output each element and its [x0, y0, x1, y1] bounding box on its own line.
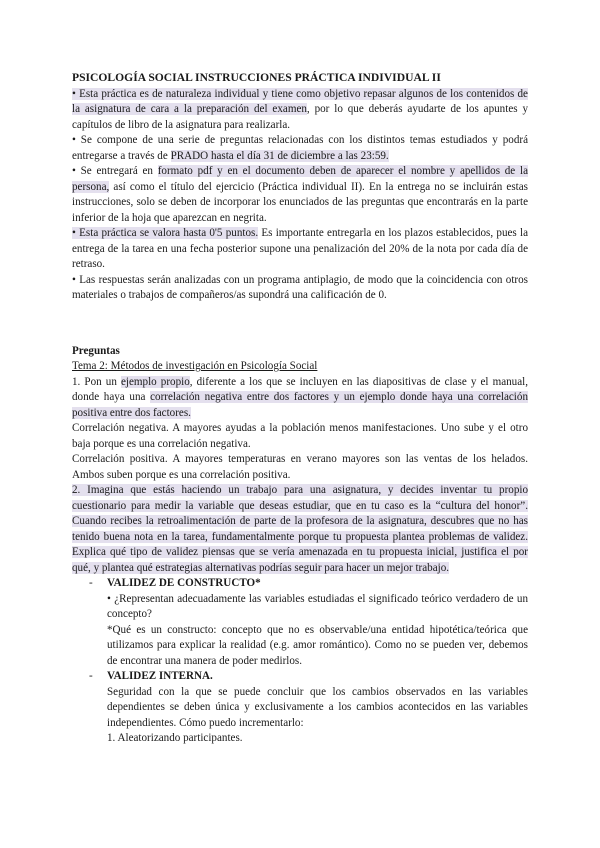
highlight: PRADO hasta el día 31 de diciembre a las 23:59. [170, 149, 389, 162]
instruction-5: • Las respuestas serán analizadas con un programa antiplagio, de modo que la coincidencia con otros materiales o trabajos de compañeros/as supondrá una calificación de 0. [72, 273, 528, 301]
question-1 [72, 375, 528, 422]
dash-bullet: - [89, 577, 93, 589]
text: • Se entregará en [72, 165, 158, 177]
instruction-2 [72, 133, 528, 164]
item-label: VALIDEZ DE CONSTRUCTO* [107, 577, 261, 589]
highlight: formato pdf y en el documento deben de aparecer el nombre y apellidos de la persona, [72, 165, 528, 193]
item-label: VALIDEZ INTERNA. [107, 670, 213, 682]
document-title: PSICOLOGÍA SOCIAL INSTRUCCIONES PRÁCTICA INDIVIDUAL II [72, 71, 441, 84]
instruction-4 [72, 226, 528, 273]
dash-bullet: - [89, 670, 93, 682]
highlight: • Esta práctica se valora hasta 0'5 puntos. [72, 227, 259, 239]
answer-1-positive: Correlación positiva. A mayores temperaturas en verano mayores son las ventas de los helados. Ambos suben porque es una correlación positiva. [72, 453, 528, 481]
instruction-1 [72, 87, 528, 134]
item-line: • ¿Representan adecuadamente las variables estudiadas el significado teórico verdadero de un concepto? [107, 592, 528, 620]
highlight: • Esta práctica es de naturaleza individual y tiene como objetivo repasar algunos de los contenidos de la asignatura de cara a la preparación del examen [72, 87, 528, 115]
text: 1. Pon un [72, 375, 121, 388]
spacer [72, 304, 528, 344]
highlight: ejemplo propio [120, 375, 190, 388]
item-construct-validity [72, 576, 528, 669]
question-2 [72, 483, 528, 576]
item-internal-validity [72, 669, 528, 747]
item-line: *Qué es un constructo: concepto que no es observable/una entidad hipotética/teórica que utilizamos para explicar la realidad (e.g. amor romántico). Como no se pueden ver, debemos de encontrar una manera de poder medirlos. [107, 623, 528, 667]
item-line: Seguridad con la que se puede concluir que los cambios observados en las variables dependientes se deben única y exclusivamente a los cambios acontecidos en las variables independientes. Cómo puedo incrementarlo: [107, 685, 528, 729]
highlight: 2. Imagina que estás haciendo un trabajo para una asignatura, y decides inventar tu propio cuestionario para medir la variable que deseas estudiar, que en tu caso es la “cultura del honor”. Cuando recibes la retroalimentación de parte de la profesora de la asignatura, descubres que no has tenido buena nota en la tarea, fundamentalmente porque tu propuesta plantea problemas de validez. Explica qué tipo de validez piensas que se vería amenazada en tu propuesta inicial, justifica el por qué, y plantea qué estrategias alternativas podrías seguir para hacer un mejor trabajo. [72, 484, 528, 574]
text: • Se compone de una serie de preguntas relacionadas con los distintos temas estudiados y podrá entregarse a través de [72, 134, 528, 162]
questions-heading: Preguntas [72, 344, 120, 357]
item-line: 1. Aleatorizando participantes. [107, 732, 243, 744]
instruction-3 [72, 164, 528, 226]
text: , por lo que deberás ayudarte de los apuntes y capítulos de libro de la asignatura para realizarla. [72, 103, 528, 131]
text: , diferente a los que se incluyen en las diapositivas de clase y el manual, donde haya una [72, 375, 529, 403]
topic-title: Tema 2: Métodos de investigación en Psicología Social [72, 360, 318, 372]
text: así como el título del ejercicio (Práctica individual II). En la entrega no se incluirán estas instrucciones, solo se deben de incorporar los enunciados de las preguntas que encontrarás en la parte inferior de la hoja que aparezcan en negrita. [72, 180, 528, 224]
highlight: correlación negativa entre dos factores y un ejemplo donde haya una correlación positiva entre dos factores. [72, 391, 528, 419]
text: Es importante entregarla en los plazos establecidos, pues la entrega de la tarea en una fecha posterior supone una penalización del 20% de la nota por cada día de retraso. [72, 227, 528, 270]
answer-1-negative: Correlación negativa. A mayores ayudas a la población menos manifestaciones. Uno sube y el otro baja porque es una correlación negativa. [72, 422, 528, 450]
